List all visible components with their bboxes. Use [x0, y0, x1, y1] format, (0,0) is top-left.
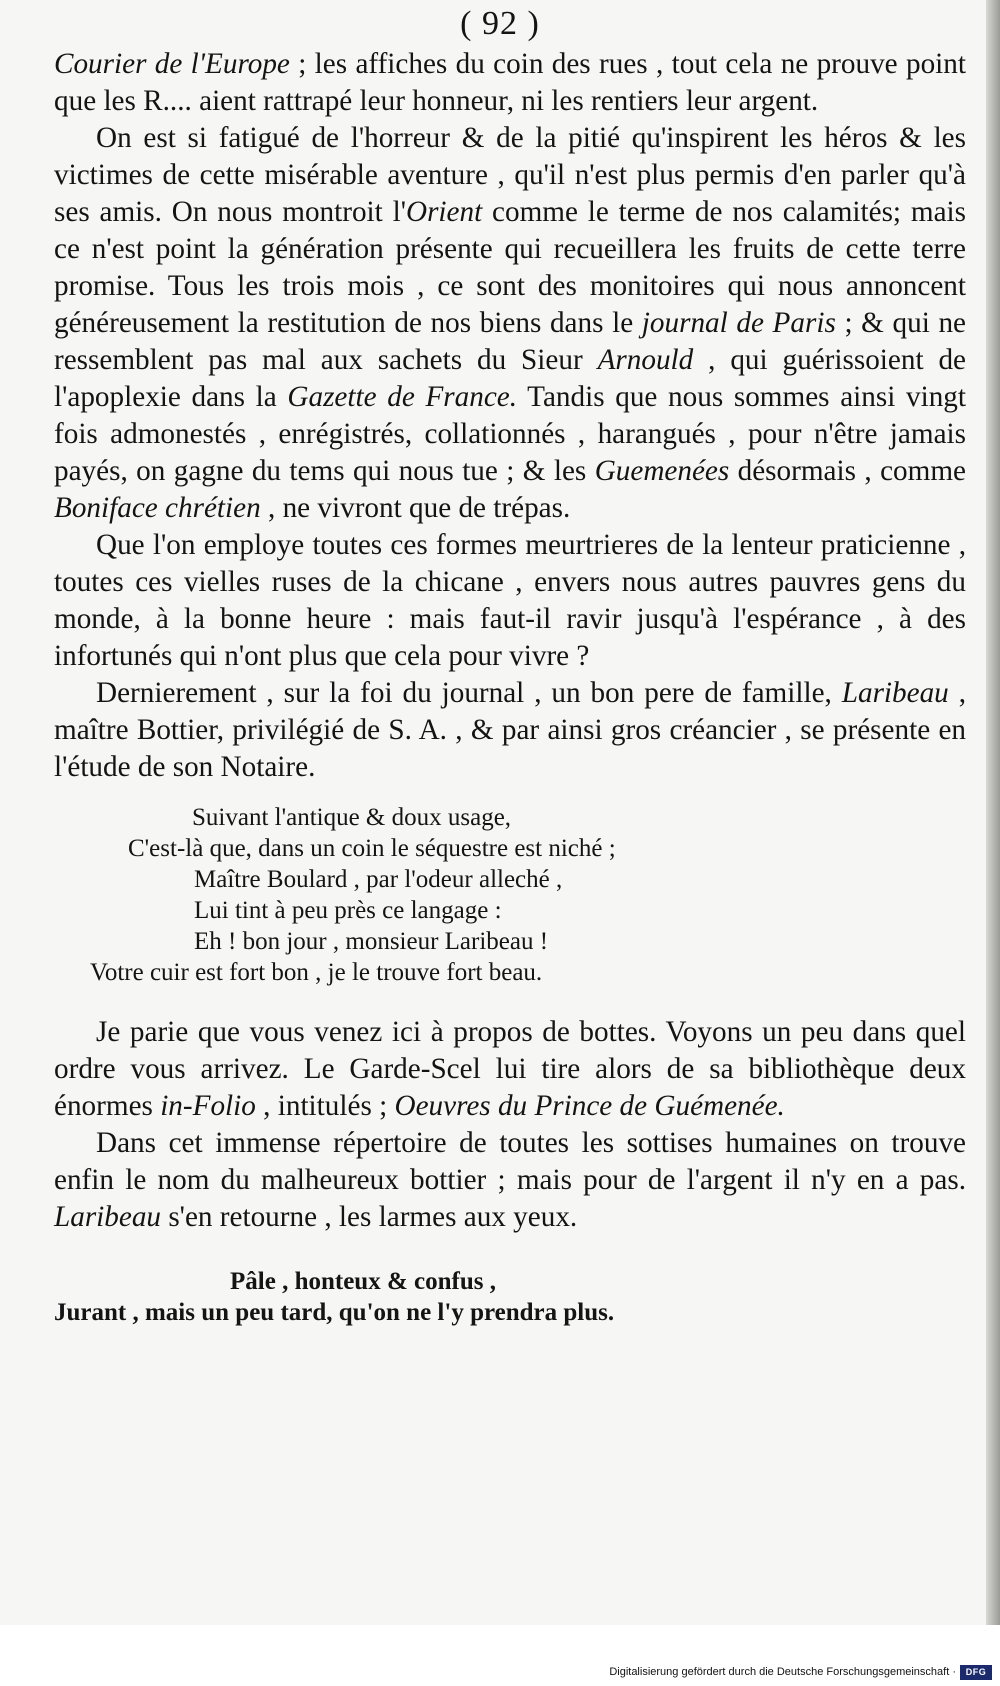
- italic-term: Oeuvres du Prince de Guémenée.: [394, 1090, 785, 1122]
- closing-verse: [54, 1266, 966, 1328]
- paragraph-1: [54, 46, 966, 120]
- italic-term: Orient: [405, 196, 483, 228]
- verse-line: Maître Boulard , par l'odeur alleché ,: [194, 866, 563, 893]
- paragraph-text: Dans cet immense répertoire de toutes les sottises humaines on trouve enfin le nom du malheureux bottier ; mais pour de l'argent il n'y en a pas.: [54, 1127, 966, 1196]
- page-number: ( 92 ): [460, 5, 540, 42]
- italic-term: Boniface chrétien: [54, 492, 261, 524]
- italic-term: in-Folio: [160, 1090, 256, 1122]
- paragraph-text: Que l'on employe toutes ces formes meurtrieres de la lenteur praticienne , toutes ces vielles ruses de la chicane , envers nous autres pauvres gens du monde, à la bonne heure : mais faut-il ravir jusqu'à l'espérance , à des infortunés qui n'ont plus que cela pour vivre ?: [54, 529, 966, 672]
- paragraph-4: [54, 675, 966, 786]
- periodical-title: Courier de l'Europe: [54, 48, 290, 80]
- italic-term: Arnould: [597, 344, 694, 376]
- funding-credit: Digitalisierung gefördert durch die Deutsche Forschungsgemeinschaft ·: [609, 1666, 956, 1678]
- italic-term: Laribeau: [54, 1201, 162, 1233]
- verse-line: Pâle , honteux & confus ,: [230, 1268, 496, 1295]
- verse-quotation: [54, 802, 966, 988]
- dfg-logo-icon: DFG: [960, 1665, 992, 1680]
- verse-line: C'est-là que, dans un coin le séquestre est niché ;: [128, 835, 616, 862]
- verse-line: Votre cuir est fort bon , je le trouve fort beau.: [90, 959, 543, 986]
- italic-term: Gazette de France.: [287, 381, 518, 413]
- page-edge-shadow: [986, 0, 1000, 1625]
- paragraph-text: Dernierement , sur la foi du journal , un bon pere de famille,: [96, 677, 842, 709]
- verse-line: Eh ! bon jour , monsieur Laribeau !: [194, 928, 549, 955]
- paragraph-text: , ne vivront que de trépas.: [260, 492, 571, 524]
- verse-line: Suivant l'antique & doux usage,: [192, 804, 512, 831]
- paragraph-text: comme le terme de nos calamités; mais ce n'est point la génération présente qui recueillera les fruits de cette terre promise. Tous les trois mois , ce sont des monitoires qui nous annoncent généreusement la restitution de nos biens dans le: [54, 196, 966, 339]
- paragraph-2: [54, 120, 966, 527]
- paragraph-text: Je parie que vous venez ici à propos de bottes. Voyons un peu dans quel ordre vous arrivez. Le Garde-Scel lui tire alors de sa bibliothèque deux énormes: [54, 1016, 966, 1122]
- verse-line: Jurant , mais un peu tard, qu'on ne l'y prendra plus.: [54, 1299, 615, 1326]
- paragraph-text: désormais , comme: [729, 455, 966, 487]
- paragraph-text: Tandis que nous sommes ainsi vingt fois admonestés , enrégistrés, collationnés , harangués , pour n'être jamais payés, on gagne du tems qui nous tue ; & les: [54, 381, 966, 487]
- italic-term: Laribeau: [841, 677, 949, 709]
- paragraph-text: ; & qui ne ressemblent pas mal aux sachets du Sieur: [54, 307, 966, 376]
- paragraph-text: ; les affiches du coin des rues , tout cela ne prouve point que les R.... aient rattrapé leur honneur, ni les rentiers leur argent.: [54, 48, 966, 117]
- italic-term: journal de Paris: [641, 307, 836, 339]
- paragraph-text: , intitulés ;: [255, 1090, 395, 1122]
- paragraph-5: [54, 1014, 966, 1125]
- body-text: [54, 46, 966, 1328]
- paragraph-text: , qui guérissoient de l'apoplexie dans la: [54, 344, 966, 413]
- paragraph-text: On est si fatigué de l'horreur & de la pitié qu'inspirent les héros & les victimes de cette misérable aventure , qu'il n'est plus permis d'en parler qu'à ses amis. On nous montroit l': [54, 122, 966, 228]
- verse-line: Lui tint à peu près ce langage :: [194, 897, 502, 924]
- italic-term: Guemenées: [594, 455, 730, 487]
- paragraph-3: [54, 527, 966, 675]
- paragraph-text: s'en retourne , les larmes aux yeux.: [161, 1201, 578, 1233]
- paragraph-6: [54, 1125, 966, 1236]
- digitization-footer: [0, 1625, 1000, 1686]
- paragraph-text: , maître Bottier, privilégié de S. A. , & par ainsi gros créancier , se présente en l'étude de son Notaire.: [54, 677, 966, 783]
